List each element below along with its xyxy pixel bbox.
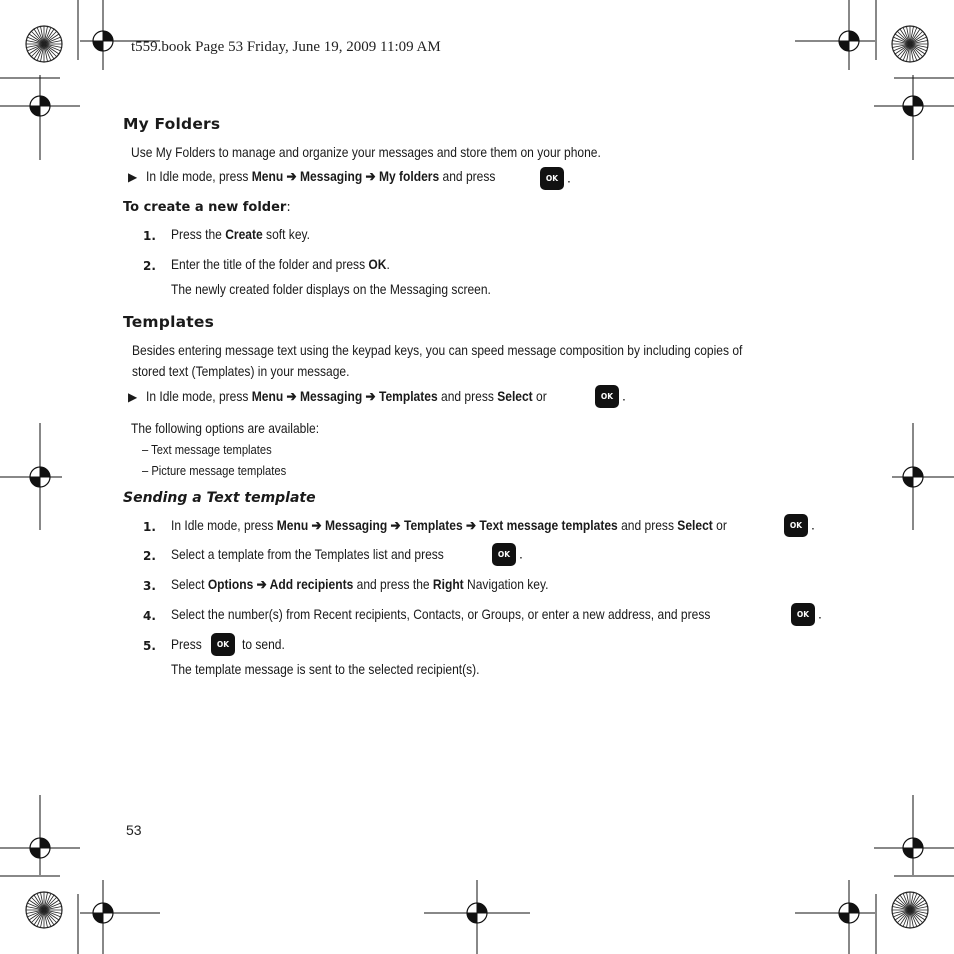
send-result: The template message is sent to the selected recipient(s). [171, 661, 480, 677]
my-folders-step: ▶ In Idle mode, press Menu ➔ Messaging ➔ My folders and press [128, 168, 496, 184]
my-folders-intro-text: Use My Folders to manage and organize your messages and store them on your phone. [131, 144, 601, 160]
step-number: 2. [143, 549, 156, 563]
create-step-2: Enter the title of the folder and press OK. [171, 256, 390, 272]
send-step-4: Select the number(s) from Recent recipients, Contacts, or Groups, or enter a new address, and press [171, 606, 711, 622]
ok-key-icon: OK . [781, 514, 815, 537]
ok-key-icon: OK [208, 633, 238, 656]
ok-label: OK [368, 256, 387, 272]
step-number: 3. [143, 579, 156, 593]
messaging-label: Messaging [299, 168, 363, 184]
create-note: The newly created folder displays on the Messaging screen. [171, 281, 491, 297]
templates-intro-line2: stored text (Templates) in your message. [132, 363, 350, 379]
select-label: Select [497, 388, 533, 404]
create-softkey-label: Create [225, 226, 263, 242]
bullet-arrow-icon: ▶ [128, 170, 138, 184]
send-step-5-press: Press [171, 636, 202, 652]
templates-label: Templates [378, 388, 438, 404]
option-item: – Picture message templates [142, 463, 287, 478]
subhead-create-folder: To create a new folder: [123, 200, 291, 215]
send-step-2: Select a template from the Templates list and press [171, 546, 444, 562]
bullet-arrow-icon: ▶ [128, 390, 138, 404]
section-title-my-folders: My Folders [123, 115, 221, 133]
create-step-1: Press the Create soft key. [171, 226, 310, 242]
menu-label: Menu [251, 168, 284, 184]
send-step-5-tail: to send. [242, 636, 285, 652]
templates-intro-line1: Besides entering message text using the keypad keys, you can speed message composition by including copies of [132, 342, 743, 358]
step-number: 2. [143, 259, 156, 273]
options-intro: The following options are available: [131, 420, 320, 436]
section-title-templates: Templates [123, 313, 214, 331]
ok-key-icon: OK . [537, 167, 571, 190]
my-folders-label: My folders [378, 168, 440, 184]
running-head: t559.book Page 53 Friday, June 19, 2009 11:09 AM [131, 39, 441, 55]
option-item: – Text message templates [142, 442, 272, 457]
step-number: 5. [143, 639, 156, 653]
page-number: 53 [126, 822, 142, 838]
ok-key-icon: OK . [489, 543, 523, 566]
templates-step: ▶ In Idle mode, press Menu ➔ Messaging ➔ Templates and press Select or [128, 388, 547, 404]
my-folders-intro [131, 144, 677, 160]
step-number: 1. [143, 520, 156, 534]
ok-key-icon: OK . [592, 385, 626, 408]
step-number: 4. [143, 609, 156, 623]
send-step-1: In Idle mode, press Menu ➔ Messaging ➔ Templates ➔ Text message templates and press Select or [171, 517, 727, 533]
ok-key-icon: OK . [788, 603, 822, 626]
step-number: 1. [143, 229, 156, 243]
send-step-3: Select Options ➔ Add recipients and press the Right Navigation key. [171, 576, 549, 592]
subhead-sending-text-template: Sending a Text template [123, 490, 316, 506]
